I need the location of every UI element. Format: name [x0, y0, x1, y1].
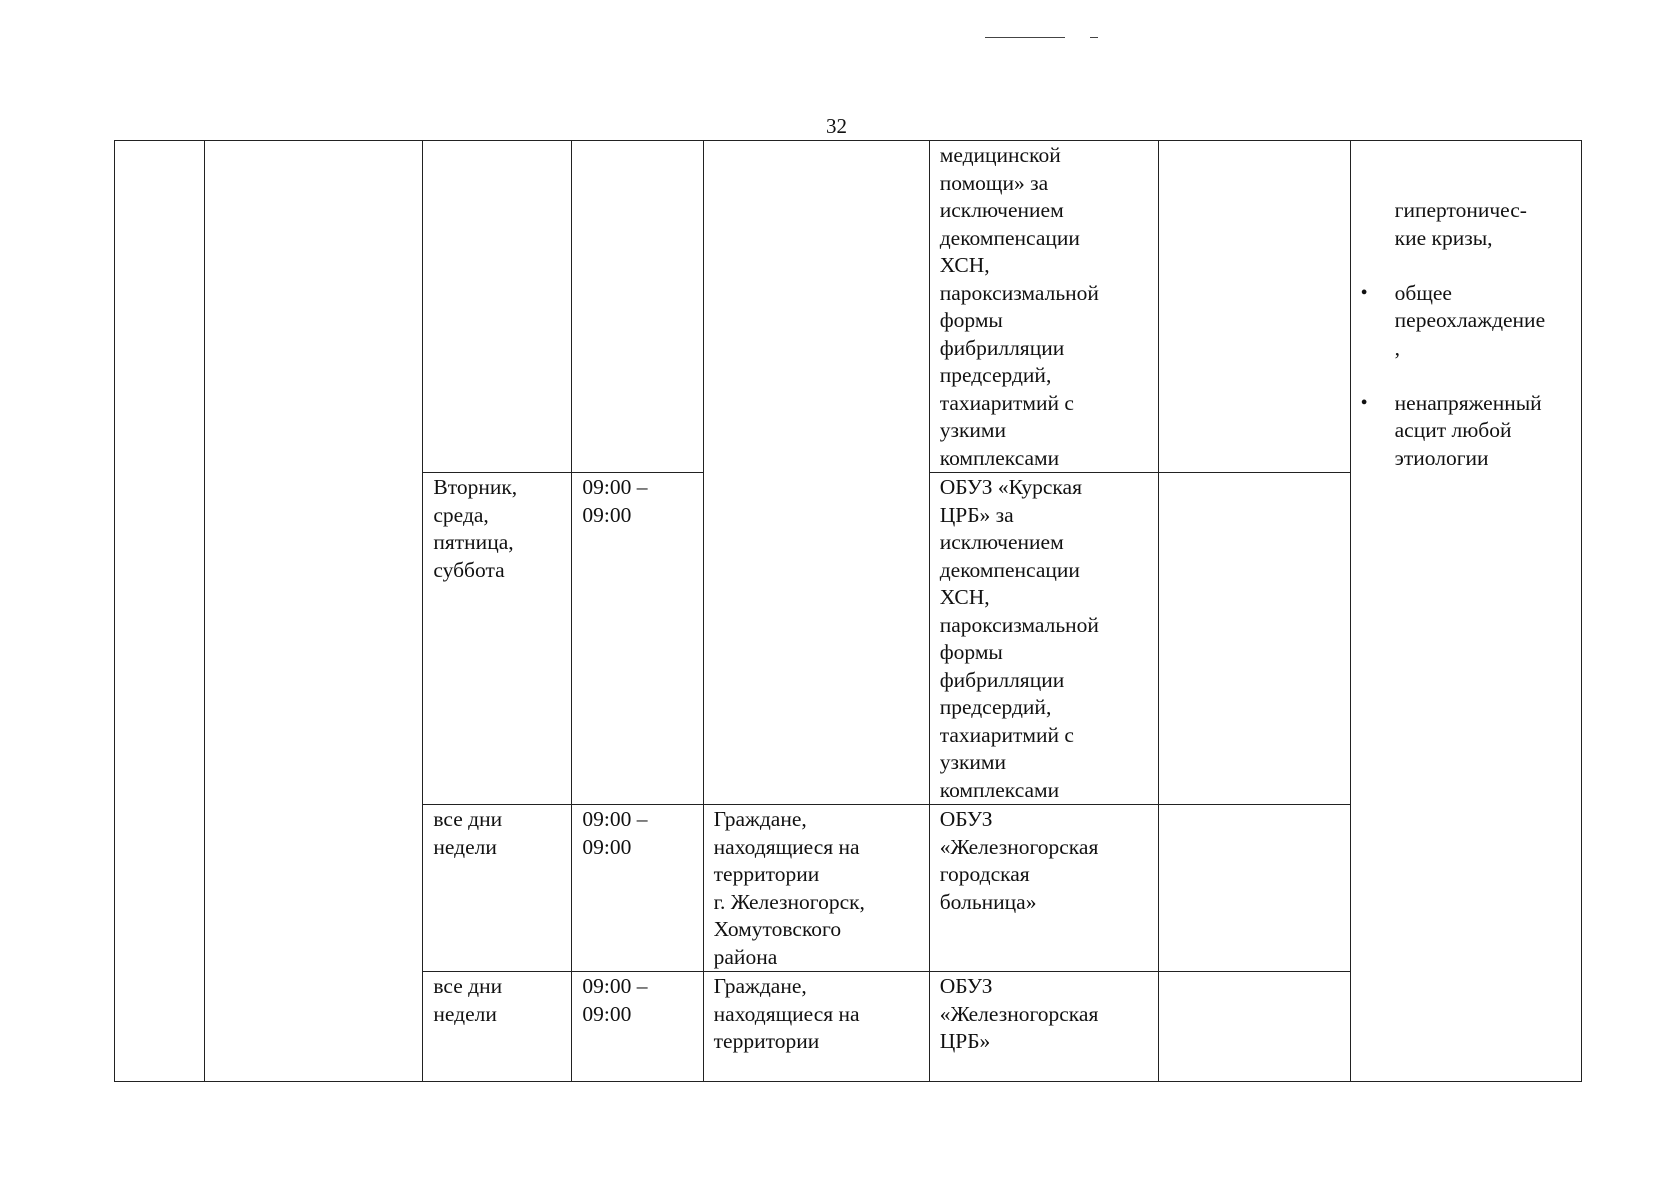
time-cell: 09:00 – 09:00 — [572, 972, 703, 1082]
condition-text: гипертоничес- кие кризы, — [1394, 198, 1527, 250]
extra-cell — [1158, 805, 1350, 972]
header-dash-long — [985, 37, 1065, 38]
table-row — [115, 141, 1582, 473]
col-district-cell — [204, 141, 423, 1082]
hospital-cell: ОБУЗ «Железногорская городская больница» — [929, 805, 1158, 972]
time-cell: 09:00 – 09:00 — [572, 473, 703, 805]
days-cell: все дни недели — [423, 972, 572, 1082]
days-cell: Вторник, среда, пятница, суббота — [423, 473, 572, 805]
time-cell: 09:00 – 09:00 — [572, 805, 703, 972]
col-number-cell — [115, 141, 205, 1082]
extra-cell — [1158, 972, 1350, 1082]
condition-text: общее переохлаждение , — [1394, 280, 1546, 360]
conditions-list — [1361, 170, 1573, 500]
extra-cell — [1158, 141, 1350, 473]
hospital-cell: ОБУЗ «Железногорская ЦРБ» — [929, 972, 1158, 1082]
conditions-cell — [1350, 141, 1581, 1082]
list-item — [1361, 390, 1573, 473]
population-cell: Граждане, находящиеся на территории г. Железногорск, Хомутовского района — [703, 805, 929, 972]
population-cell: Граждане, находящиеся на территории — [703, 972, 929, 1082]
hospital-cell: ОБУЗ «Курская ЦРБ» за исключением декомпенсации ХСН, пароксизмальной формы фибрилляции предсердий, тахиаритмий с узкими комплексами — [929, 473, 1158, 805]
days-cell: все дни недели — [423, 805, 572, 972]
page-number: 32 — [826, 114, 847, 138]
hospital-cell: медицинской помощи» за исключением декомпенсации ХСН, пароксизмальной формы фибрилляции предсердий, тахиаритмий с узкими комплексами — [929, 141, 1158, 473]
days-cell — [423, 141, 572, 473]
extra-cell — [1158, 473, 1350, 805]
list-item — [1361, 197, 1573, 252]
schedule-table — [114, 140, 1582, 1082]
list-item — [1361, 280, 1573, 363]
condition-text: ненапряженный асцит любой этиологии — [1394, 390, 1542, 470]
time-cell — [572, 141, 703, 473]
population-cell — [703, 141, 929, 805]
header-dash-short — [1090, 37, 1098, 38]
